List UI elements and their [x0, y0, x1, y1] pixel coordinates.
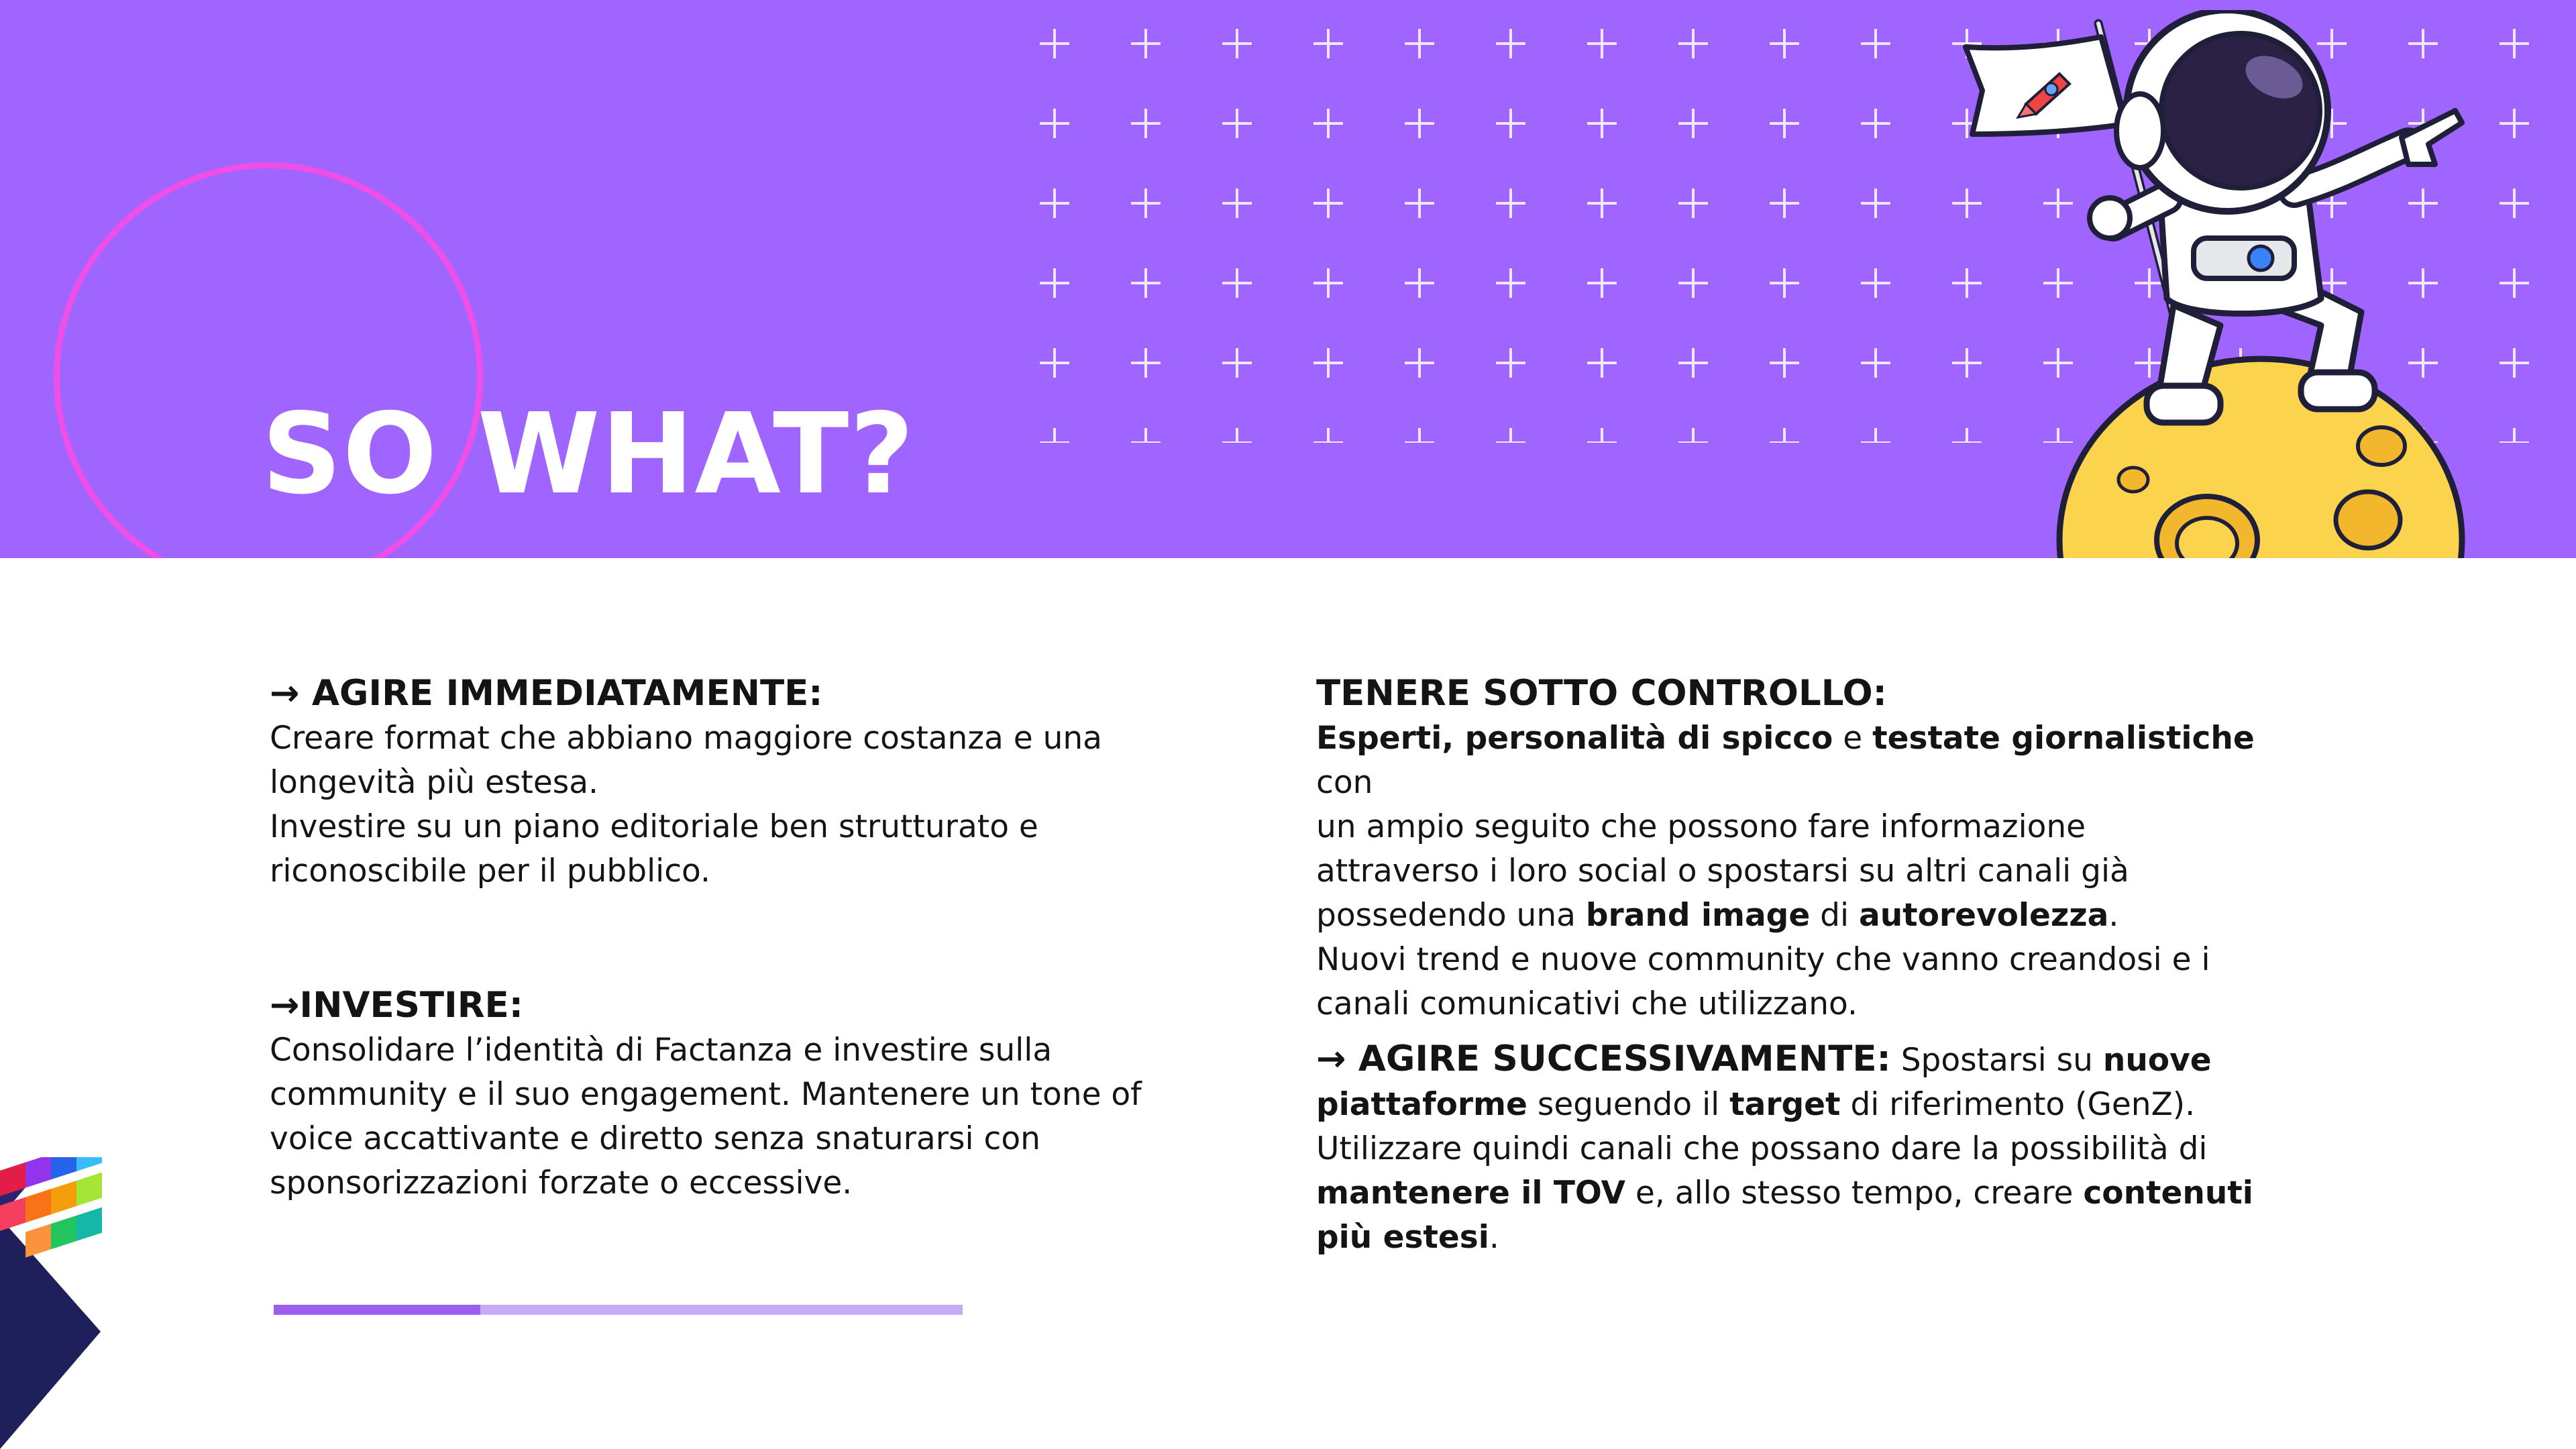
plus-icon [1040, 268, 1069, 298]
plus-icon [1678, 428, 1708, 443]
text: . [2108, 897, 2119, 934]
plus-icon [1587, 268, 1617, 298]
bold-text: più estesi [1316, 1219, 1489, 1256]
body-line [1316, 1036, 2309, 1083]
header-banner [0, 0, 2576, 558]
plus-icon [1496, 189, 1525, 218]
plus-icon [1405, 189, 1434, 218]
plus-icon [1496, 348, 1525, 378]
plus-icon [1040, 109, 1069, 138]
plus-icon [1040, 348, 1069, 378]
plus-icon [1861, 29, 1890, 58]
plus-icon [1770, 348, 1799, 378]
plus-icon [1131, 348, 1161, 378]
plus-icon [1405, 268, 1434, 298]
text: . [1489, 1219, 1499, 1256]
bold-text: nuove [2102, 1042, 2212, 1079]
plus-icon [1496, 109, 1525, 138]
plus-icon [1313, 29, 1343, 58]
plus-icon [1678, 348, 1708, 378]
text: con [1316, 764, 1373, 801]
body-line: longevità più estesa. [270, 764, 598, 801]
plus-icon [1131, 268, 1161, 298]
text: e, allo stesso tempo, creare [1625, 1175, 2084, 1212]
section-act-later [1316, 1036, 2309, 1260]
bold-text: autorevolezza [1858, 897, 2109, 934]
plus-icon [1861, 348, 1890, 378]
body-line: un ampio seguito che possono fare informazione [1316, 808, 2086, 845]
body-line: Consolidare l’identità di Factanza e investire sulla [270, 1032, 1053, 1069]
plus-icon [1222, 189, 1252, 218]
text: di [1810, 897, 1859, 934]
body-line: sponsorizzazioni forzate o eccessive. [270, 1165, 853, 1201]
section-heading: →INVESTIRE: [270, 985, 523, 1026]
body-line: canali comunicativi che utilizzano. [1316, 985, 1858, 1022]
bold-text: piattaforme [1316, 1086, 1527, 1123]
bold-text: brand image [1585, 897, 1811, 934]
section-act-now [270, 671, 1222, 894]
body-line [1316, 1083, 2309, 1127]
plus-icon [1770, 189, 1799, 218]
bold-text: contenuti [2083, 1175, 2253, 1212]
astronaut-illustration [1945, 10, 2509, 558]
body-line: attraverso i loro social o spostarsi su altri canali già [1316, 853, 2129, 890]
rocket-flag-icon [1966, 37, 2125, 134]
plus-icon [1861, 428, 1890, 443]
plus-icon [1313, 109, 1343, 138]
section-invest [270, 983, 1222, 1205]
plus-icon [1770, 428, 1799, 443]
plus-icon [1587, 29, 1617, 58]
bold-text: mantenere il TOV [1316, 1175, 1625, 1212]
plus-icon [1861, 189, 1890, 218]
plus-icon [1131, 428, 1161, 443]
body-line: Utilizzare quindi canali che possano dare la possibilità di [1316, 1130, 2208, 1167]
plus-icon [1587, 348, 1617, 378]
body-line: Creare format che abbiano maggiore costanza e una [270, 720, 1102, 757]
factanza-logo [0, 1157, 134, 1449]
text: possedendo una [1316, 897, 1586, 934]
plus-icon [1678, 268, 1708, 298]
plus-icon [1770, 109, 1799, 138]
body-line: voice accattivante e diretto senza snaturarsi con [270, 1120, 1040, 1157]
body-line [1316, 894, 2309, 938]
plus-icon [1770, 268, 1799, 298]
text: seguendo il [1527, 1086, 1730, 1123]
text: Spostarsi su [1890, 1042, 2103, 1079]
plus-icon [1222, 428, 1252, 443]
section-heading: → AGIRE SUCCESSIVAMENTE: [1316, 1038, 1891, 1079]
plus-icon [1222, 29, 1252, 58]
text: di riferimento (GenZ). [1840, 1086, 2196, 1123]
plus-icon [1405, 29, 1434, 58]
bold-text: testate giornalistiche [1872, 720, 2255, 757]
plus-icon [1678, 189, 1708, 218]
plus-icon [1587, 109, 1617, 138]
moon-icon [2046, 359, 2475, 558]
page-title: SO WHAT? [262, 390, 915, 519]
plus-icon [1040, 428, 1069, 443]
plus-icon [1313, 189, 1343, 218]
plus-icon [1131, 109, 1161, 138]
body-line: Nuovi trend e nuove community che vanno creandosi e i [1316, 941, 2210, 978]
plus-icon [1313, 268, 1343, 298]
plus-icon [1405, 348, 1434, 378]
plus-icon [1405, 428, 1434, 443]
plus-icon [1131, 189, 1161, 218]
plus-icon [1678, 29, 1708, 58]
body-line: riconoscibile per il pubblico. [270, 853, 710, 890]
body-line: community e il suo engagement. Mantenere un tone of [270, 1076, 1142, 1113]
plus-icon [1131, 29, 1161, 58]
plus-icon [1496, 428, 1525, 443]
bold-text: target [1729, 1086, 1841, 1123]
plus-icon [1496, 268, 1525, 298]
section-heading: TENERE SOTTO CONTROLLO: [1316, 673, 1887, 714]
plus-icon [1040, 29, 1069, 58]
plus-icon [1222, 109, 1252, 138]
plus-icon [1313, 428, 1343, 443]
section-keep-under-control [1316, 671, 2309, 1026]
plus-icon [1861, 109, 1890, 138]
slide-progress-fill [274, 1305, 480, 1315]
plus-icon [1405, 109, 1434, 138]
plus-icon [1861, 268, 1890, 298]
plus-icon [1678, 109, 1708, 138]
body-line: Investire su un piano editoriale ben strutturato e [270, 808, 1038, 845]
plus-icon [1496, 29, 1525, 58]
slide-progress-bar [274, 1305, 963, 1315]
plus-icon [1222, 268, 1252, 298]
body-line [1316, 716, 2309, 805]
plus-icon [1313, 348, 1343, 378]
section-heading: → AGIRE IMMEDIATAMENTE: [270, 673, 823, 714]
body-line [1316, 1171, 2309, 1216]
body-line [1316, 1216, 2309, 1260]
plus-icon [1587, 189, 1617, 218]
plus-icon [1587, 428, 1617, 443]
text: e [1833, 720, 1873, 757]
plus-icon [1040, 189, 1069, 218]
plus-icon [1770, 29, 1799, 58]
plus-icon [1222, 348, 1252, 378]
bold-text: Esperti, personalità di spicco [1316, 720, 1833, 757]
